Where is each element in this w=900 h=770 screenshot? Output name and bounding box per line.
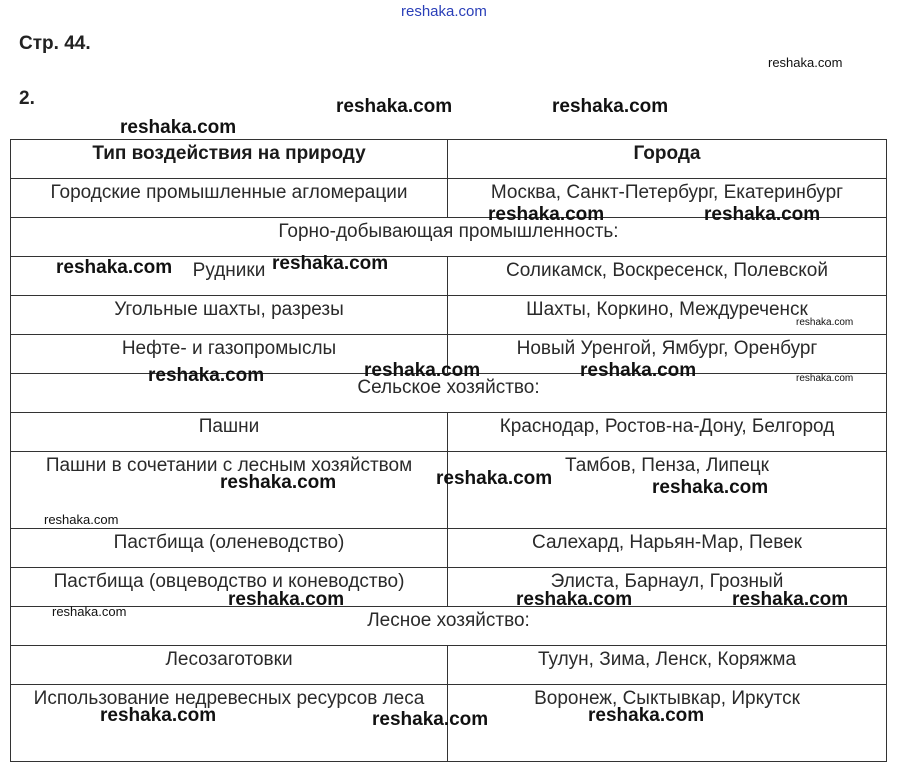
watermark: reshaka.com [732,589,849,610]
watermark: reshaka.com [220,472,337,493]
page-label: Стр. 44. [19,33,91,54]
table-row [11,529,887,568]
cities-cell: Тамбов, Пенза, Липецк [448,452,887,529]
header-cities: Города [448,140,887,179]
cities-cell: Новый Уренгой, Ямбург, Оренбург [448,335,887,374]
impact-type-cell: Нефте- и газопромыслы [11,335,448,374]
watermark: reshaka.com [704,204,821,225]
watermark: reshaka.com [796,373,854,384]
watermark: reshaka.com [364,360,481,381]
cities-cell: Краснодар, Ростов-на-Дону, Белгород [448,413,887,452]
watermark: reshaka.com [768,55,843,70]
cities-cell: Салехард, Нарьян-Мар, Певек [448,529,887,568]
watermark: reshaka.com [516,589,633,610]
watermark: reshaka.com [796,317,854,328]
impact-type-cell: Городские промышленные агломерации [11,179,448,218]
impact-type-cell: Пашни [11,413,448,452]
table-row [11,413,887,452]
impact-type-cell: Использование недревесных ресурсов леса [11,685,448,762]
watermark: reshaka.com [44,512,119,527]
site-watermark-top[interactable]: reshaka.com [401,3,487,20]
impact-type-cell: Пастбища (оленеводство) [11,529,448,568]
watermark: reshaka.com [272,253,389,274]
watermark: reshaka.com [148,365,265,386]
cities-cell: Элиста, Барнаул, Грозный [448,568,887,607]
watermark: reshaka.com [552,96,669,117]
table-header-row [11,140,887,179]
task-number: 2. [19,88,35,109]
header-impact-type: Тип воздействия на природу [11,140,448,179]
impact-type-cell: Рудники [11,257,448,296]
watermark: reshaka.com [52,604,127,619]
cities-cell: Соликамск, Воскресенск, Полевской [448,257,887,296]
watermark: reshaka.com [652,477,769,498]
watermark: reshaka.com [580,360,697,381]
cities-cell: Тулун, Зима, Ленск, Коряжма [448,646,887,685]
table-row [11,296,887,335]
watermark: reshaka.com [120,117,237,138]
cities-table [10,139,887,762]
impact-type-cell: Пашни в сочетании с лесным хозяйством [11,452,448,529]
watermark: reshaka.com [372,709,489,730]
section-title: Сельское хозяйство: [11,374,887,413]
watermark: reshaka.com [100,705,217,726]
section-row [11,607,887,646]
impact-type-cell: Угольные шахты, разрезы [11,296,448,335]
cities-cell: Москва, Санкт-Петербург, Екатеринбург [448,179,887,218]
section-title: Горно-добывающая промышленность: [11,218,887,257]
impact-type-cell: Лесозаготовки [11,646,448,685]
section-title: Лесное хозяйство: [11,607,887,646]
watermark: reshaka.com [488,204,605,225]
watermark: reshaka.com [588,705,705,726]
impact-type-cell: Пастбища (овцеводство и коневодство) [11,568,448,607]
watermark: reshaka.com [336,96,453,117]
watermark: reshaka.com [228,589,345,610]
table-row [11,646,887,685]
cities-cell: Воронеж, Сыктывкар, Иркутск [448,685,887,762]
watermark: reshaka.com [56,257,173,278]
watermark: reshaka.com [436,468,553,489]
cities-cell: Шахты, Коркино, Междуреченск [448,296,887,335]
